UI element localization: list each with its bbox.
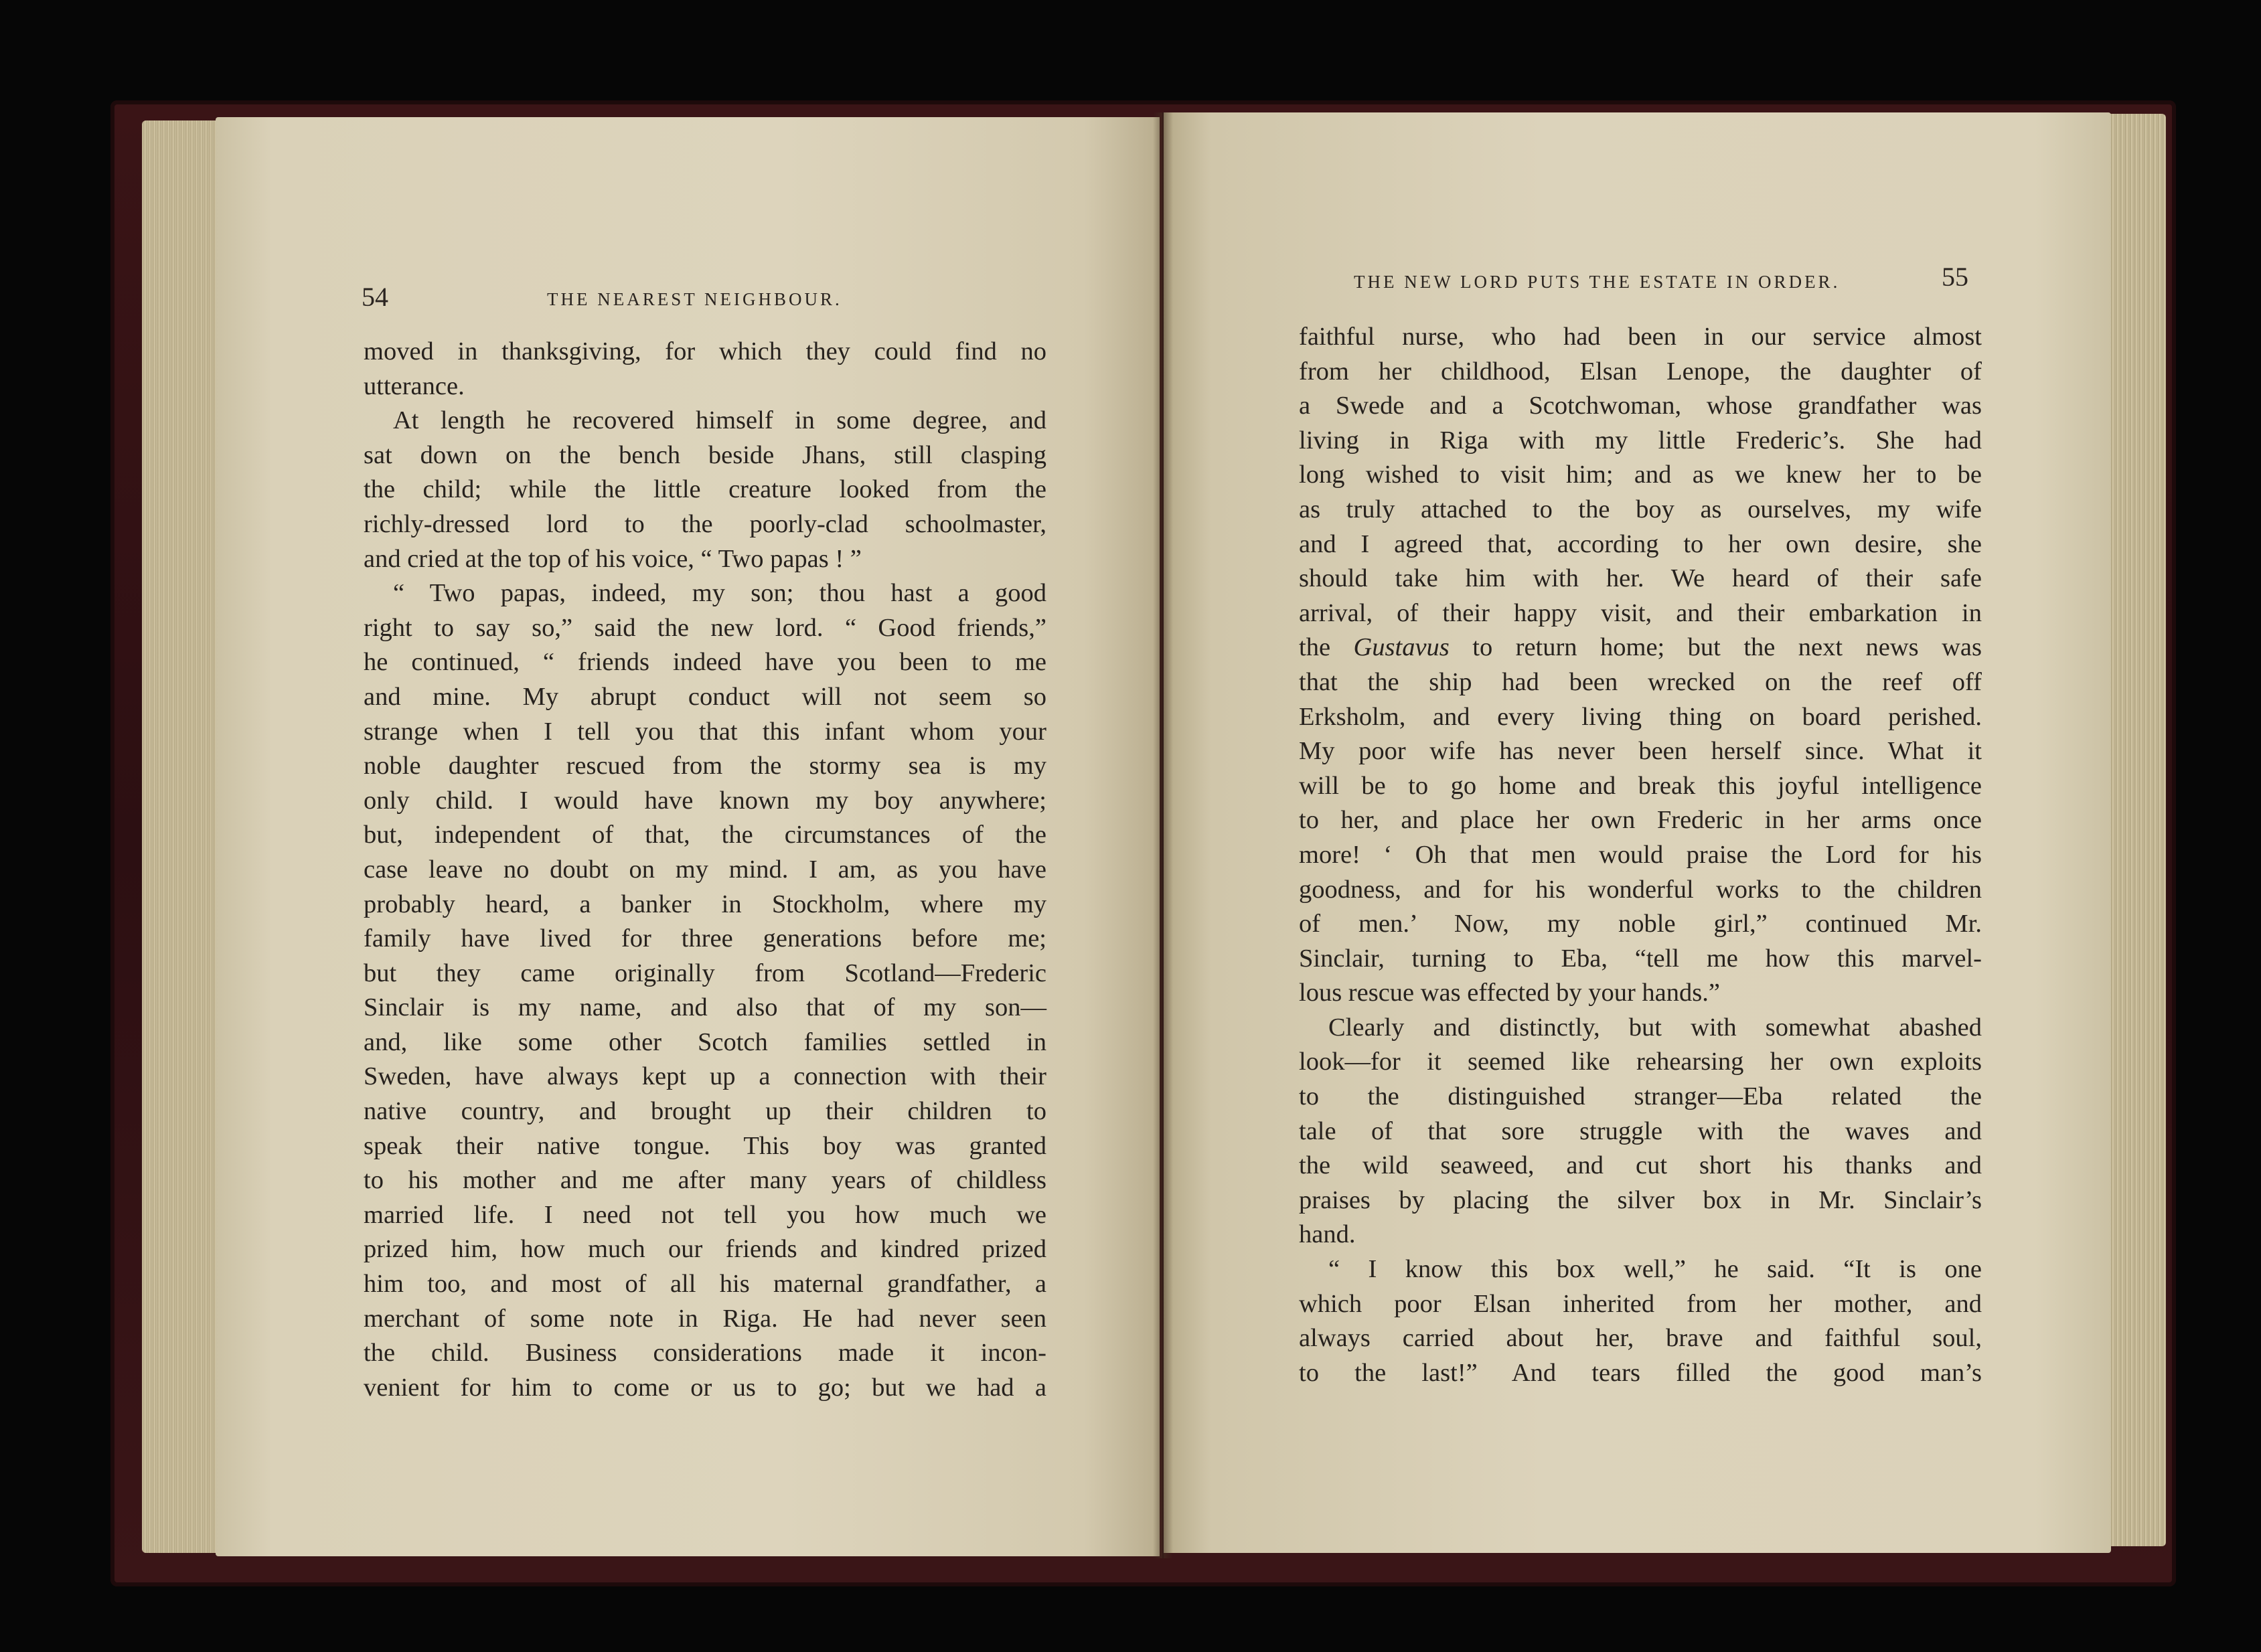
text-line: tale of that sore struggle with the waves and [1299, 1117, 1982, 1145]
text-line: the child. Business considerations made it incon- [364, 1339, 1046, 1368]
text-line: Clearly and distinctly, but with somewhat abashed [1328, 1013, 1982, 1042]
left-page-text [364, 335, 1046, 1405]
text-line: to his mother and me after many years of childless [364, 1166, 1046, 1195]
text-line: he continued, “ friends indeed have you been to me [364, 648, 1046, 677]
text-line: strange when I tell you that this infant whom your [364, 717, 1046, 746]
text-line: the wild seaweed, and cut short his thanks and [1299, 1151, 1982, 1180]
right-page-text [1299, 320, 1982, 1390]
text-line: look—for it seemed like rehearsing her own exploits [1299, 1048, 1982, 1076]
text-line: right to say so,” said the new lord. “ Good friends,” [364, 613, 1046, 642]
left-running-head: THE NEAREST NEIGHBOUR. [547, 289, 842, 309]
text-line: moved in thanksgiving, for which they could find no [364, 337, 1046, 365]
text-line: Erksholm, and every living thing on board perished. [1299, 702, 1982, 731]
text-line: and I agreed that, according to her own desire, she [1299, 529, 1982, 558]
text-line: family have lived for three generations before me; [364, 924, 1046, 953]
text-line: long wished to visit him; and as we knew her to be [1299, 461, 1982, 489]
text-line: praises by placing the silver box in Mr. Sinclair’s [1299, 1185, 1982, 1214]
text-line: faithful nurse, who had been in our service almost [1299, 323, 1982, 351]
text-line: case leave no doubt on my mind. I am, as you have [364, 855, 1046, 884]
text-line: noble daughter rescued from the stormy sea is my [364, 752, 1046, 780]
text-line: and cried at the top of his voice, “ Two papas ! ” [364, 544, 862, 573]
text-line: the Gustavus to return home; but the next news was [1299, 633, 1982, 662]
text-line: and, like some other Scotch families settled in [364, 1027, 1046, 1056]
text-line: should take him with her. We heard of their safe [1299, 564, 1982, 593]
text-line: a Swede and a Scotchwoman, whose grandfather was [1299, 392, 1982, 420]
text-line: arrival, of their happy visit, and their embarkation in [1299, 598, 1982, 627]
text-line: as truly attached to the boy as ourselves, my wife [1299, 495, 1982, 523]
text-line: from her childhood, Elsan Lenope, the daughter of [1299, 357, 1982, 386]
text-line: the child; while the little creature looked from the [364, 475, 1046, 504]
right-page-number: 55 [1942, 262, 1968, 292]
text-line: to her, and place her own Frederic in her arms once [1299, 806, 1982, 835]
text-line: will be to go home and break this joyful intelligence [1299, 771, 1982, 800]
text-line: and mine. My abrupt conduct will not seem so [364, 682, 1046, 711]
text-line: of men.’ Now, my noble girl,” continued Mr. [1299, 910, 1982, 938]
book-gutter [1153, 112, 1173, 1558]
text-line: only child. I would have known my boy anywhere; [364, 786, 1046, 815]
text-line: lous rescue was effected by your hands.” [1299, 979, 1720, 1007]
text-line: him too, and most of all his maternal grandfather, a [364, 1270, 1046, 1299]
text-line: “ I know this box well,” he said. “It is one [1328, 1255, 1982, 1284]
text-line: hand. [1299, 1220, 1356, 1249]
text-line: prized him, how much our friends and kindred prized [364, 1235, 1046, 1264]
text-line: always carried about her, brave and faithful soul, [1299, 1324, 1982, 1353]
right-running-head: THE NEW LORD PUTS THE ESTATE IN ORDER. [1354, 272, 1841, 292]
text-line: which poor Elsan inherited from her mother, and [1299, 1289, 1982, 1318]
text-line: At length he recovered himself in some degree, and [393, 406, 1046, 435]
text-line: that the ship had been wrecked on the reef off [1299, 667, 1982, 696]
text-line: speak their native tongue. This boy was granted [364, 1131, 1046, 1160]
text-line: married life. I need not tell you how much we [364, 1200, 1046, 1229]
text-line: “ Two papas, indeed, my son; thou hast a good [393, 579, 1046, 608]
left-page-number: 54 [362, 282, 388, 312]
text-line: more! ‘ Oh that men would praise the Lord for his [1299, 840, 1982, 869]
text-line: native country, and brought up their children to [364, 1097, 1046, 1126]
page-edges-left [142, 120, 222, 1553]
text-line: merchant of some note in Riga. He had never seen [364, 1304, 1046, 1333]
text-line: venient for him to come or us to go; but we had a [364, 1373, 1046, 1402]
text-line: Sweden, have always kept up a connection with their [364, 1062, 1046, 1091]
text-line: Sinclair, turning to Eba, “tell me how this marvel- [1299, 944, 1982, 973]
text-line: probably heard, a banker in Stockholm, where my [364, 890, 1046, 918]
text-line: sat down on the bench beside Jhans, still clasping [364, 440, 1046, 469]
text-line: utterance. [364, 371, 465, 400]
text-line: but they came originally from Scotland—Frederic [364, 959, 1046, 987]
text-line: Sinclair is my name, and also that of my son— [364, 993, 1046, 1022]
text-line: but, independent of that, the circumstances of the [364, 821, 1046, 849]
text-line: living in Riga with my little Frederic’s. She had [1299, 426, 1982, 455]
text-line: goodness, and for his wonderful works to the children [1299, 875, 1982, 904]
text-line: richly-dressed lord to the poorly-clad schoolmaster, [364, 509, 1046, 538]
text-line: to the distinguished stranger—Eba related the [1299, 1082, 1982, 1111]
text-line: to the last!” And tears filled the good man’s [1299, 1358, 1982, 1387]
text-line: My poor wife has never been herself since. What it [1299, 737, 1982, 766]
